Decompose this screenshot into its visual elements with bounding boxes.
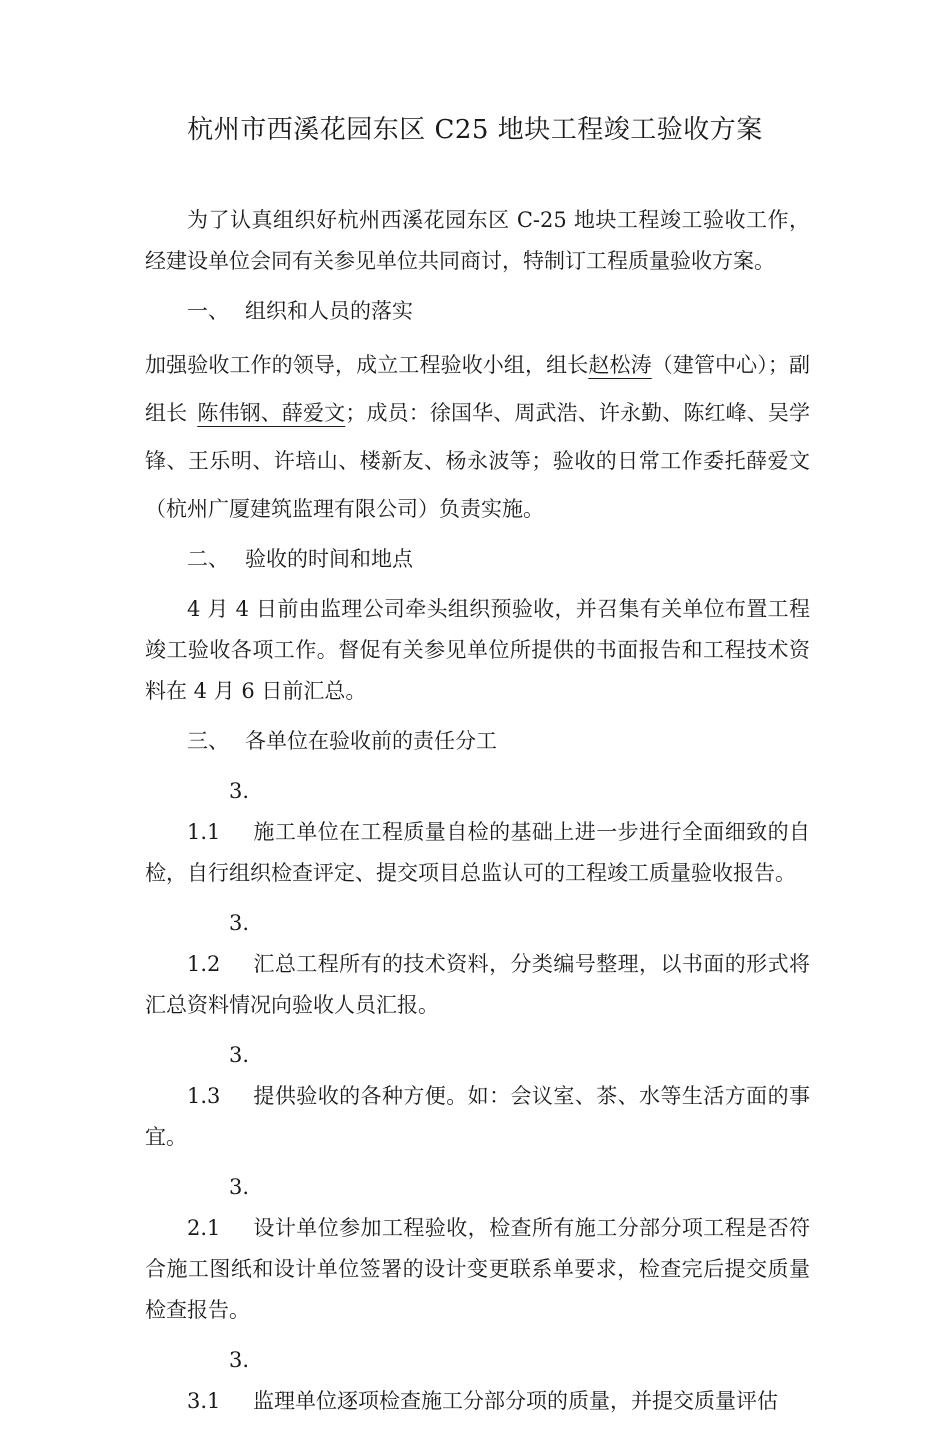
deputy-prefix: 副组长 xyxy=(145,353,811,425)
section-2-title: 验收的时间和地点 xyxy=(245,547,413,571)
leader-intro-text: 加强验收工作的领导，成立工程验收小组，组长 xyxy=(145,353,589,377)
clause-number: 3.3.1 xyxy=(187,1348,250,1413)
clause-number: 3.1.1 xyxy=(187,779,250,844)
clause-text: 监理单位逐项检查施工分部分项的质量，并提交质量评估 xyxy=(253,1389,778,1413)
clause-text: 提供验收的各种方便。如：会议室、茶、水等生活方面的事宜。 xyxy=(145,1084,810,1149)
document-title: 杭州市西溪花园东区 C25 地块工程竣工验收方案 xyxy=(187,115,763,145)
members-text: ；成员：徐国华、周武浩、许永勤、陈红峰、吴学锋、王乐明、许培山、楼新友、杨永波等；验收的日常工作委托薛爱文（杭州广厦建筑监理有限公司）负责实施。 xyxy=(145,401,811,521)
intro-paragraph: 为了认真组织好杭州西溪花园东区 C-25 地块工程竣工验收工作，经建设单位会同有关参见单位共同商讨，特制订工程质量验收方案。 xyxy=(145,208,810,273)
section-3-title: 各单位在验收前的责任分工 xyxy=(245,729,497,753)
clause-text: 汇总工程所有的技术资料，分类编号整理，以书面的形式将汇总资料情况向验收人员汇报。 xyxy=(145,952,810,1017)
clause-3-1-2 xyxy=(145,903,810,1026)
section-3-heading xyxy=(145,721,810,762)
section-1-paragraph xyxy=(145,341,810,533)
section-2-paragraph: 4 月 4 日前由监理公司牵头组织预验收，并召集有关单位布置工程竣工验收各项工作。督促有关参见单位所提供的书面报告和工程技术资料在 4 月 6 日前汇总。 xyxy=(145,597,810,703)
clause-text: 施工单位在工程质量自检的基础上进一步进行全面细致的自检，自行组织检查评定、提交项目总监认可的工程竣工质量验收报告。 xyxy=(145,820,810,885)
section-2-number: 二、 xyxy=(187,547,229,571)
section-2-heading xyxy=(145,539,810,580)
section-1-title: 组织和人员的落实 xyxy=(245,299,413,323)
clause-3-1-1 xyxy=(145,771,810,894)
clause-3-2-1 xyxy=(145,1167,810,1331)
document-body xyxy=(145,200,810,1431)
deputy-names: 陈伟钢、薛爱文 xyxy=(197,401,346,425)
clause-number: 3.1.3 xyxy=(187,1043,250,1108)
section-1-heading xyxy=(145,291,810,332)
clause-3-1-3 xyxy=(145,1035,810,1158)
leader-org: （建管中心）； xyxy=(651,353,789,377)
clause-number: 3.1.2 xyxy=(187,911,250,976)
clause-3-3-1 xyxy=(145,1340,810,1422)
clause-text: 设计单位参加工程验收，检查所有施工分部分项工程是否符合施工图纸和设计单位签署的设计变更联系单要求，检查完后提交质量检查报告。 xyxy=(145,1216,810,1322)
leader-name: 赵松涛 xyxy=(588,353,652,377)
clause-number: 3.2.1 xyxy=(187,1175,250,1240)
section-1-number: 一、 xyxy=(187,299,229,323)
deputy-names-underlined xyxy=(187,401,345,425)
section-3-number: 三、 xyxy=(187,729,229,753)
